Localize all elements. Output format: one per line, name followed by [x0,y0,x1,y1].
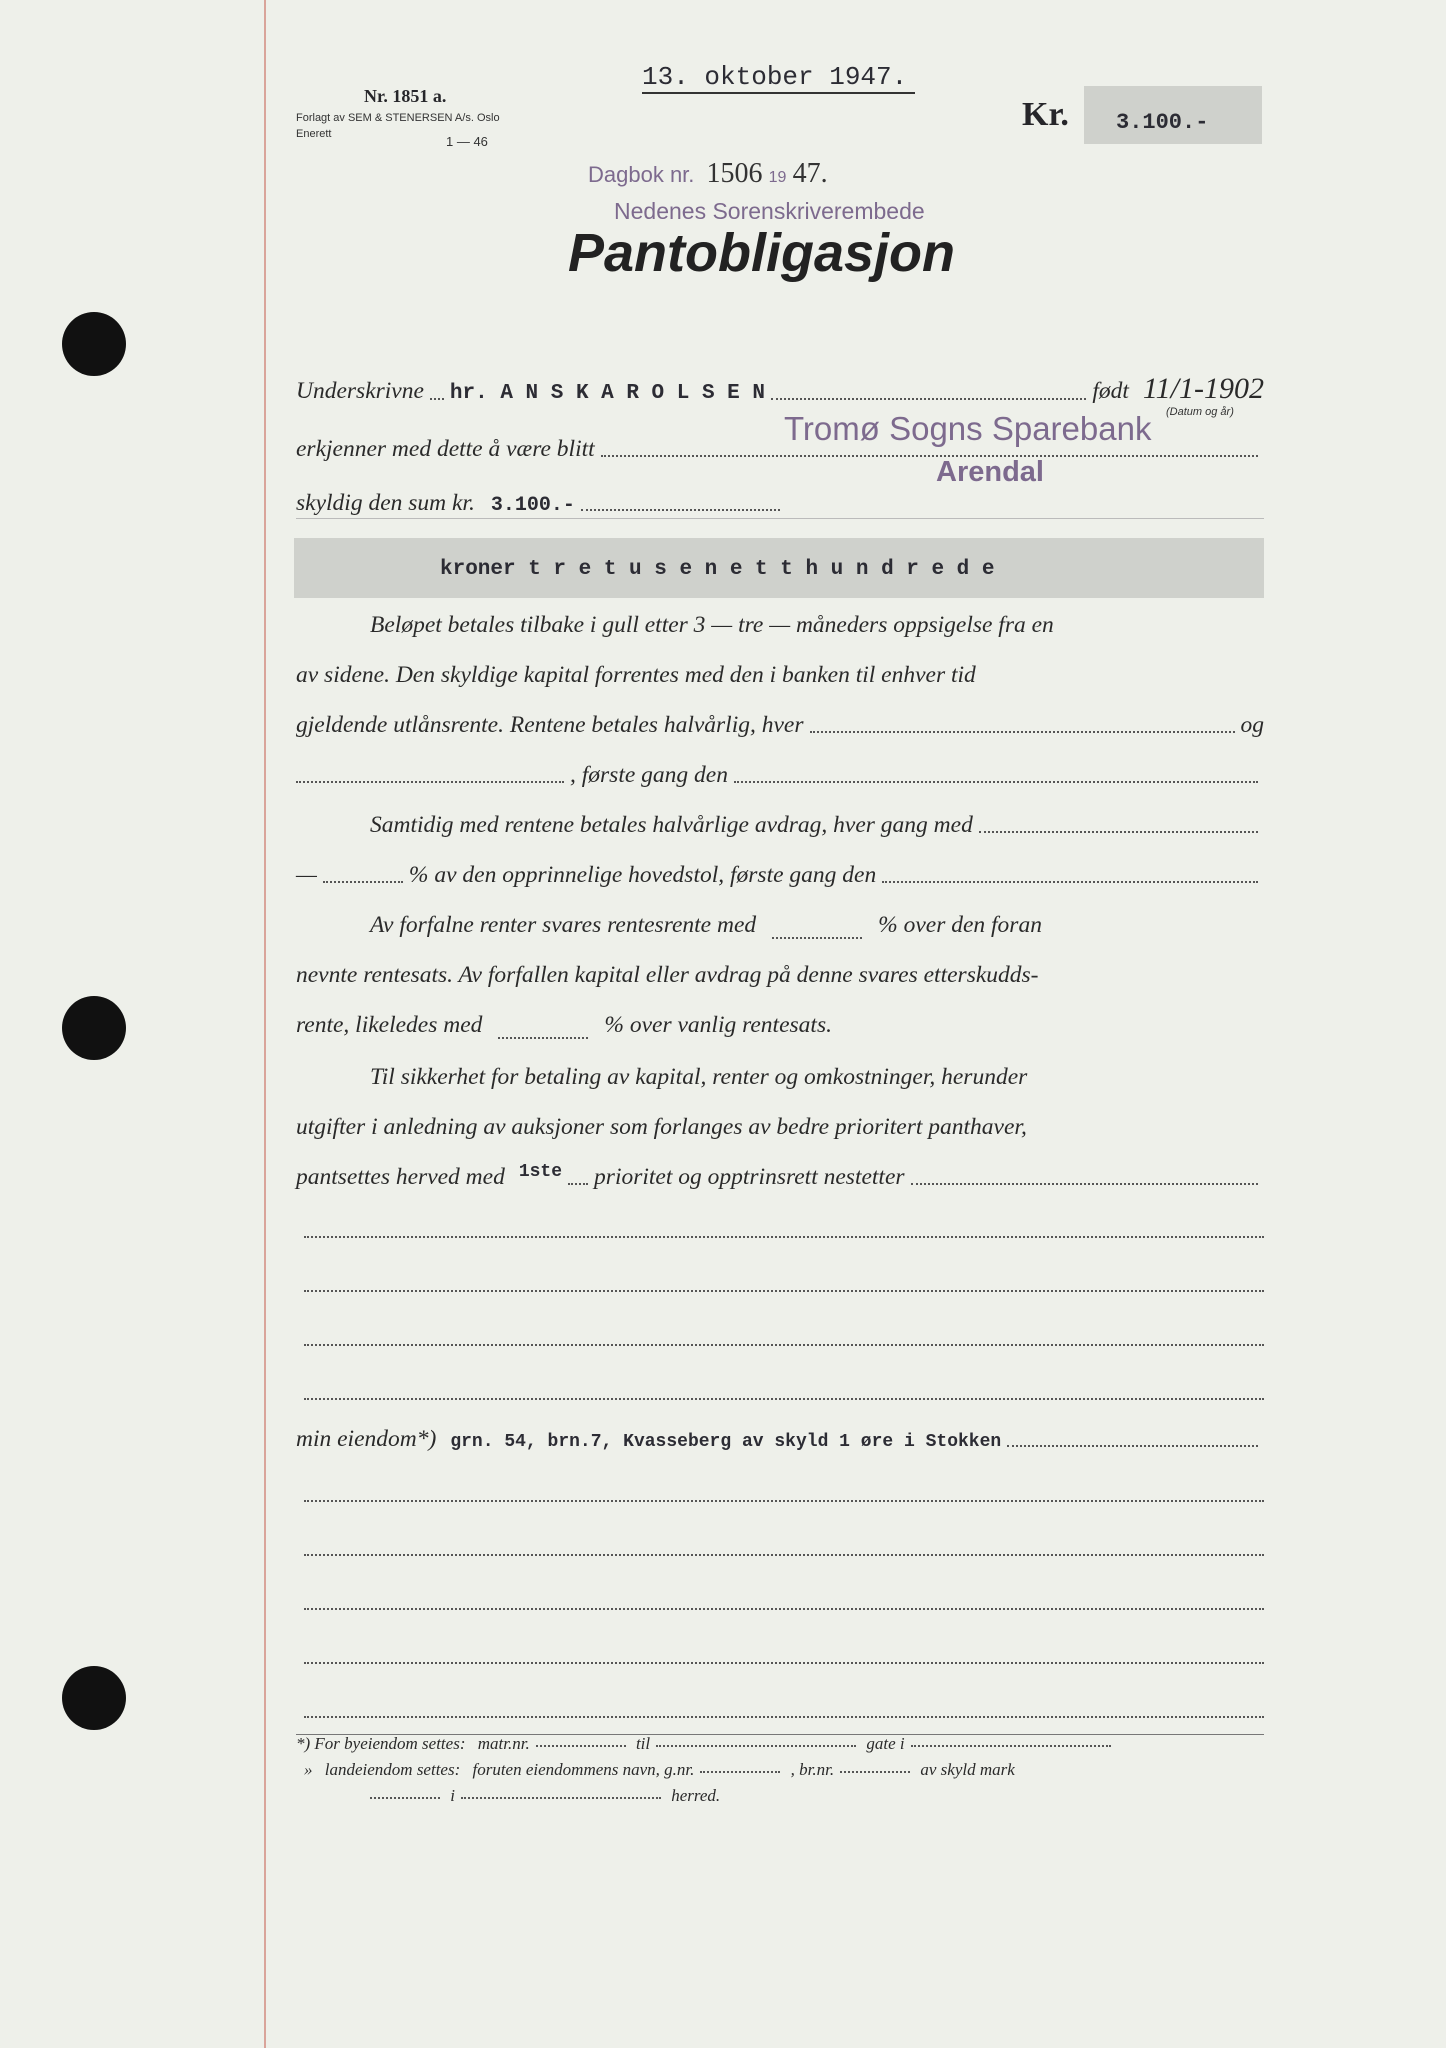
owe-amount: 3.100.- [490,494,575,517]
blank-line [304,1236,1264,1238]
bank-stamp-name: Tromø Sogns Sparebank [784,410,1152,447]
blank-line [304,1662,1264,1664]
blank-line [304,1716,1264,1718]
blank-line [304,1290,1264,1292]
red-margin-line [264,0,266,2048]
publisher-line: Forlagt av SEM & STENERSEN A/s. Oslo [296,112,500,124]
owe-text: skyldig den sum kr. [296,490,475,516]
p3-line: Av forfalne renter svares rentesrente med % over den foran [370,912,1042,938]
p2-line: Samtidig med rentene betales halvårlige avdrag, hver gang med [370,812,1264,839]
divider [296,518,1264,519]
form-number: Nr. 1851 a. [364,86,447,106]
born-label: født [1092,378,1129,404]
blank-line [304,1554,1264,1556]
undersigned-line [296,372,1264,406]
punch-hole-icon [62,996,126,1060]
p1-line: gjeldende utlånsrente. Rentene betales halvårlig, hver og [296,712,1264,738]
amount-in-words-box [294,538,1264,598]
property-label: min eiendom*) [296,1426,437,1452]
year-prefix: 19 [768,169,787,186]
blank-line [304,1500,1264,1502]
dagbok-year: 47. [792,158,828,189]
amount-box [1084,86,1262,144]
priority-value: 1ste [518,1162,563,1182]
undersigned-label: Underskrivne [296,378,424,404]
amount-in-words: kroner t r e t u s e n e t t h u n d r e d e [440,558,995,581]
property-value: grn. 54, brn.7, Kvasseberg av skyld 1 øre i Stokken [450,1432,1002,1452]
dagbok-stamp [588,158,828,190]
p3-line: rente, likeledes med % over vanlig rentesats. [296,1012,832,1038]
owe-line [296,490,786,517]
punch-hole-icon [62,312,126,376]
p3-line: nevnte rentesats. Av forfallen kapital eller avdrag på denne svares etterskudds- [296,962,1039,988]
blank-line [304,1344,1264,1346]
footnote-line: *) For byeiendom settes: matr.nr. til gate i [296,1734,1117,1754]
punch-hole-icon [62,1666,126,1730]
bank-stamp-city: Arendal [936,456,1044,488]
dagbok-label: Dagbok nr. [588,162,695,187]
dagbok-number: 1506 [706,158,763,189]
p1-line: , første gang den [296,762,1264,789]
document-title: Pantobligasjon [568,223,956,283]
court-office-stamp: Nedenes Sorenskriverembede [614,198,925,224]
undersigned-name: hr. A N S K A R O L S E N [449,382,765,405]
p4-line: utgifter i anledning av auksjoner som forlanges av bedre prioritert panthaver, [296,1114,1027,1140]
p1-line: Beløpet betales tilbake i gull etter 3 — tre — måneders oppsigelse fra en [370,612,1054,638]
amount-value: 3.100.- [1116,110,1209,135]
p2-line: — % av den opprinnelige hovedstol, første gang den [296,862,1264,889]
document-date: 13. oktober 1947. [642,62,915,94]
p1-line: av sidene. Den skyldige kapital forrentes med den i banken til enhver tid [296,662,976,688]
born-hint: (Datum og år) [1166,406,1234,418]
property-line [296,1426,1264,1453]
p4-line: pantsettes herved med 1ste prioritet og opptrinsrett nestetter [296,1164,1264,1191]
kr-label: Kr. [1022,96,1069,133]
footnote-line: » landeiendom settes: foruten eiendommens navn, g.nr. , br.nr. av skyld mark [304,1760,1015,1779]
blank-line [304,1398,1264,1400]
p4-line: Til sikkerhet for betaling av kapital, renter og omkostninger, herunder [370,1064,1028,1090]
publisher-rights: Enerett [296,128,332,140]
blank-line [304,1608,1264,1610]
publisher-edition: 1 — 46 [446,134,488,149]
born-date: 11/1-1902 [1142,372,1264,405]
acknowledge-text: erkjenner med dette å være blitt [296,436,595,462]
footnote-line: i herred. [370,1786,720,1806]
